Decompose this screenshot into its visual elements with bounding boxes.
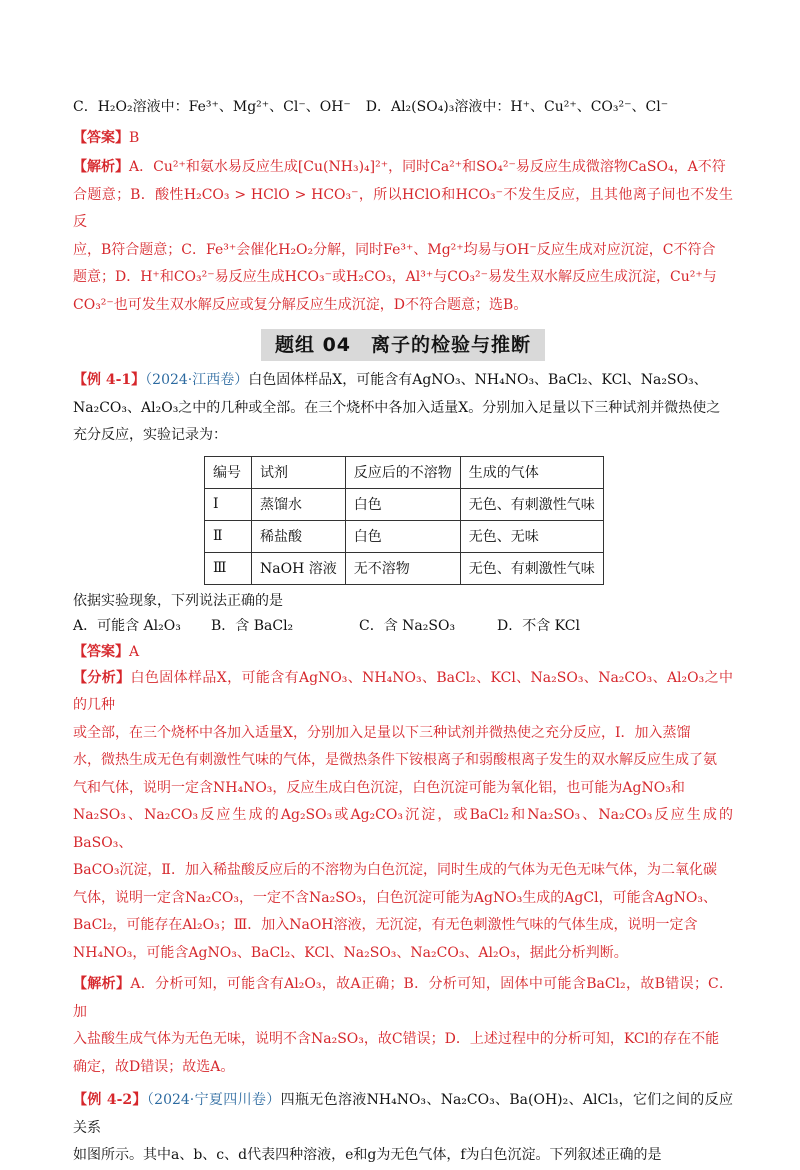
table-cell: 无色、有刺激性气味: [460, 488, 603, 520]
options-row: [73, 613, 733, 639]
answer-value: A: [129, 643, 140, 660]
experiment-table: [204, 456, 604, 585]
analysis-line: A．分析可知，可能含有Al₂O₃，故A正确；B．分析可知，固体中可能含BaCl₂，故B错误；C．加: [73, 976, 733, 1020]
table-cell: NaOH 溶液: [252, 552, 346, 584]
analysis-line: CO₃²⁻也可发生双水解反应或复分解反应生成沉淀，D不符合题意；选B。: [73, 296, 528, 313]
option-a: A．可能含 Al₂O₃: [73, 617, 181, 634]
table-cell: 白色: [345, 488, 460, 520]
analysis-line: 入盐酸生成气体为无色无味，说明不含Na₂SO₃，故C错误；D．上述过程中的分析可知，KCl的存在不能: [73, 1031, 720, 1047]
option-b: B．含 BaCl₂: [211, 617, 294, 634]
table-header-cell: 生成的气体: [460, 456, 603, 488]
analysis-line: 题意；D．H⁺和CO₃²⁻易反应生成HCO₃⁻或H₂CO₃，Al³⁺与CO₃²⁻易发生双水解反应生成沉淀，Cu²⁺与: [73, 269, 717, 285]
table-cell: 稀盐酸: [252, 520, 346, 552]
option-c-text: H₂O₂溶液中：Fe³⁺、Mg²⁺、Cl⁻、OH⁻: [97, 99, 351, 115]
example-label: 【例 4-1】: [73, 372, 146, 388]
table-cell: Ⅰ: [205, 488, 252, 520]
question-stem: 依据实验现象，下列说法正确的是: [73, 592, 283, 609]
table-row: [205, 488, 604, 520]
answer-block-2: [73, 639, 733, 665]
table-cell: 无色、无味: [460, 520, 603, 552]
table-row: [205, 552, 604, 584]
analysis-block-2: [73, 971, 733, 1081]
table-row: [205, 520, 604, 552]
example-text: 如图所示。其中a、b、c、d代表四种溶液，e和g为无色气体，f为白色沉淀。下列叙述正确的是: [73, 1147, 662, 1163]
table-header-cell: 反应后的不溶物: [345, 456, 460, 488]
fenxi-line: 气和气体，说明一定含NH₄NO₃，反应生成白色沉淀，白色沉淀可能为氧化铝，也可能为AgNO₃和: [73, 779, 685, 796]
example-source: （2024·宁夏四川卷）: [146, 1092, 281, 1108]
option-d: D．不含 KCl: [497, 617, 580, 634]
option-c-label: C．: [73, 99, 98, 115]
table-cell: 蒸馏水: [252, 488, 346, 520]
fenxi-line: BaCl₂，可能存在Al₂O₃；Ⅲ．加入NaOH溶液，无沉淀，有无色刺激性气味的气体生成，说明一定含: [73, 917, 698, 933]
table-cell: Ⅱ: [205, 520, 252, 552]
example-source: （2024·江西卷）: [145, 372, 249, 388]
answer-tag: 【答案】: [73, 643, 129, 660]
answer-value: B: [129, 130, 140, 146]
document-page: [73, 96, 733, 1170]
analysis-line: 确定，故D错误；故选A。: [73, 1058, 235, 1075]
section-heading-wrap: [73, 329, 733, 361]
fenxi-line: BaCO₃沉淀，Ⅱ．加入稀盐酸反应后的不溶物为白色沉淀，同时生成的气体为无色无味气体，为二氧化碳: [73, 862, 717, 878]
fenxi-tag: 【分析】: [73, 669, 131, 686]
table-header-row: [205, 456, 604, 488]
example-text: 四瓶无色溶液NH₄NO₃、Na₂CO₃、Ba(OH)₂、AlCl₃，它们之间的反应关系: [73, 1092, 733, 1136]
analysis-line: A．Cu²⁺和氨水易反应生成[Cu(NH₃)₄]²⁺，同时Ca²⁺和SO₄²⁻易反应生成微溶物CaSO₄，A不符: [129, 159, 726, 175]
table-header-cell: 编号: [205, 456, 252, 488]
fenxi-line: NH₄NO₃，可能含AgNO₃、BaCl₂、KCl、Na₂SO₃、Na₂CO₃、Al₂O₃，据此分析判断。: [73, 944, 628, 961]
example-text: 白色固体样品X，可能含有AgNO₃、NH₄NO₃、BaCl₂、KCl、Na₂SO₃、: [248, 372, 708, 388]
analysis-line: 合题意；B．酸性H₂CO₃ > HClO > HCO₃⁻，所以HClO和HCO₃⁻不发生反应，且其他离子间也不发生反: [73, 186, 733, 230]
example-4-2: [73, 1087, 733, 1170]
example-4-1: [73, 367, 733, 450]
answer-block-1: [73, 127, 733, 149]
option-d-text: Al₂(SO₄)₃溶液中：H⁺、Cu²⁺、CO₃²⁻、Cl⁻: [390, 99, 669, 115]
table-cell: 无色、有刺激性气味: [460, 552, 603, 584]
example-text: Na₂CO₃、Al₂O₃之中的几种或全部。在三个烧杯中各加入适量X。分别加入足量以下三种试剂并微热使之: [73, 399, 721, 416]
fenxi-line: Na₂SO₃、Na₂CO₃反应生成的Ag₂SO₃或Ag₂CO₃沉淀，或BaCl₂和Na₂SO₃、Na₂CO₃反应生成的BaSO₃、: [73, 807, 733, 851]
analysis-block-1: [73, 154, 733, 319]
analysis-tag: 【解析】: [73, 159, 129, 175]
table-cell: 无不溶物: [345, 552, 460, 584]
fenxi-line: 水，微热生成无色有刺激性气味的气体，是微热条件下铵根离子和弱酸根离子发生的双水解反应生成了氨: [73, 752, 717, 768]
table-header-cell: 试剂: [252, 456, 346, 488]
fenxi-line: 白色固体样品X，可能含有AgNO₃、NH₄NO₃、BaCl₂、KCl、Na₂SO₃、Na₂CO₃、Al₂O₃之中的几种: [73, 669, 733, 713]
question-options-cd: [73, 96, 733, 118]
answer-tag: 【答案】: [73, 130, 129, 146]
fenxi-line: 气体，说明一定含Na₂CO₃，一定不含Na₂SO₃，白色沉淀可能为AgNO₃生成的AgCl，可能含AgNO₃、: [73, 889, 717, 906]
example-label: 【例 4-2】: [73, 1092, 147, 1108]
fenxi-line: 或全部，在三个烧杯中各加入适量X，分别加入足量以下三种试剂并微热使之充分反应，Ⅰ．加入蒸馏: [73, 724, 691, 741]
option-c: C．含 Na₂SO₃: [359, 617, 456, 634]
example-text: 充分反应，实验记录为：: [73, 427, 227, 443]
table-cell: 白色: [345, 520, 460, 552]
analysis-tag: 【解析】: [73, 976, 131, 992]
section-heading: 题组 04 离子的检验与推断: [261, 329, 545, 361]
table-cell: Ⅲ: [205, 552, 252, 584]
option-d-label: D．: [365, 99, 391, 115]
fenxi-block: [73, 665, 733, 968]
analysis-line: 应，B符合题意；C．Fe³⁺会催化H₂O₂分解，同时Fe³⁺、Mg²⁺均易与OH⁻反应生成对应沉淀，C不符合: [73, 241, 716, 258]
